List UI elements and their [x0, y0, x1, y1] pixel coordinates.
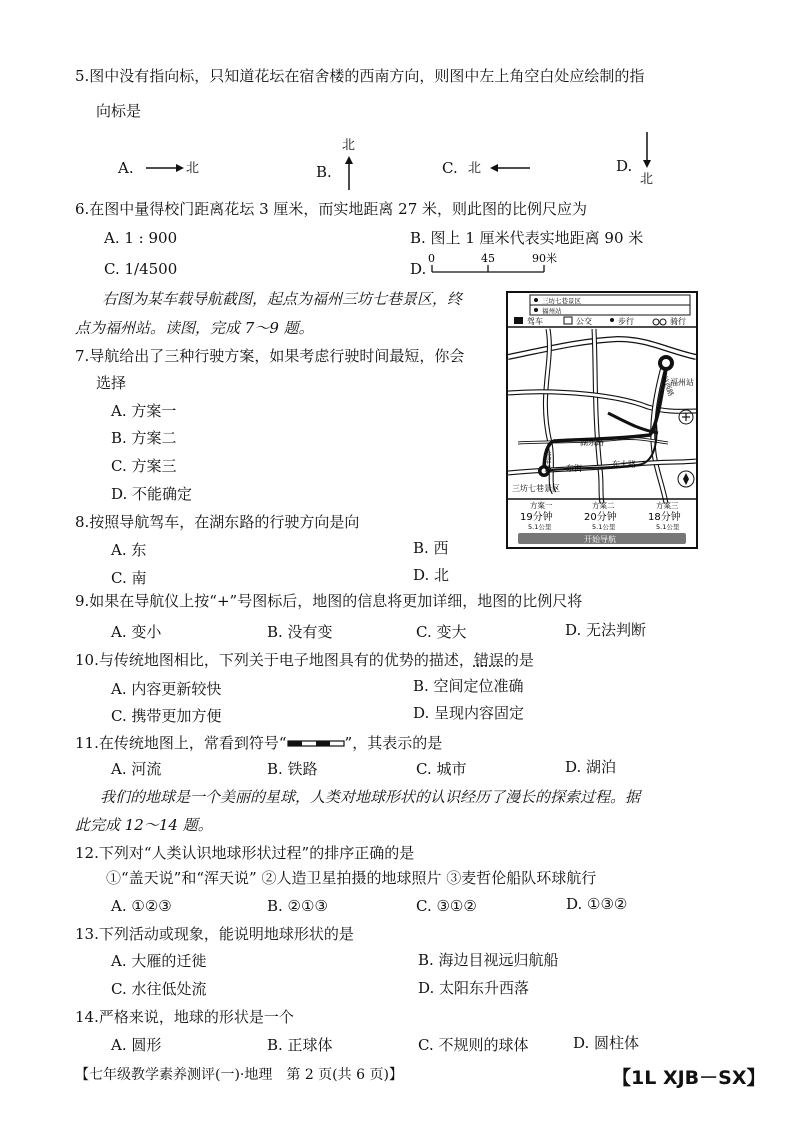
q10-option-d[interactable]: D. 呈现内容固定	[413, 704, 525, 722]
road-hudong: 湖东路	[580, 438, 604, 447]
q6-option-b[interactable]: B. 图上 1 厘米代表实地距离 90 米	[410, 229, 644, 247]
navigation-map	[506, 291, 698, 549]
q13-stem: 13.下列活动或现象，能说明地球形状的是	[75, 925, 354, 943]
q8-option-c[interactable]: C. 南	[111, 569, 147, 587]
mode-drive: 驾车	[527, 317, 543, 326]
end-dot-icon	[534, 308, 538, 312]
plan1-name: 方案一	[530, 501, 553, 510]
q14-option-a[interactable]: A. 圆形	[111, 1036, 162, 1054]
q7-option-b[interactable]: B. 方案二	[111, 429, 177, 447]
bus-icon	[564, 317, 572, 324]
plan2-time: 20分钟	[584, 512, 617, 523]
q5-option-c-label: C.	[442, 159, 458, 177]
q7-stem-line2: 选择	[96, 374, 127, 392]
q12-stem: 12.下列对“人类认识地球形状过程”的排序正确的是	[75, 844, 415, 862]
bike-icon	[653, 319, 659, 325]
footer-code: 【1L XJB－SX】	[612, 1067, 766, 1089]
station-label: 福州站	[670, 378, 694, 387]
q14-option-d[interactable]: D. 圆柱体	[573, 1034, 640, 1052]
scale-tick-45: 45	[481, 252, 495, 265]
q13-option-c[interactable]: C. 水往低处流	[111, 980, 207, 998]
start-label: 三坊七巷景区	[512, 484, 560, 493]
q10-option-b[interactable]: B. 空间定位准确	[413, 677, 524, 695]
scale-bar	[424, 250, 564, 278]
plan2-name: 方案二	[592, 501, 615, 510]
q14-option-b[interactable]: B. 正球体	[267, 1036, 333, 1054]
q10-stem	[75, 650, 534, 670]
road-dongjie: 东街	[566, 464, 582, 473]
q6-stem: 6.在图中量得校门距离花坛 3 厘米，而实地距离 27 米，则此图的比例尺应为	[75, 200, 588, 218]
q12-items: ①“盖天说”和“浑天说” ②人造卫星拍摄的地球照片 ③麦哲伦船队环球航行	[106, 869, 597, 887]
start-navigation-label: 开始导航	[584, 535, 616, 544]
arrow-west-icon	[488, 158, 548, 178]
arrow-north-icon	[342, 156, 356, 190]
q14-option-c[interactable]: C. 不规则的球体	[418, 1036, 529, 1054]
car-icon	[514, 317, 523, 324]
q10-stem-part3: 的是	[503, 651, 534, 669]
plan2-dist: 5.1公里	[592, 523, 616, 531]
q7-option-d[interactable]: D. 不能确定	[111, 485, 193, 503]
intro-12-14-line1: 我们的地球是一个美丽的星球，人类对地球形状的认识经历了漫长的探索过程。据	[100, 788, 641, 806]
q11-stem	[75, 733, 442, 753]
q11-option-a[interactable]: A. 河流	[111, 760, 162, 778]
plan3-time: 18分钟	[648, 512, 681, 523]
q8-option-a[interactable]: A. 东	[111, 541, 147, 559]
q6-option-a[interactable]: A. 1 : 900	[104, 229, 178, 247]
q5-stem-line2: 向标是	[96, 102, 142, 120]
intro-7-9-line1: 右图为某车载导航截图，起点为福州三坊七巷景区，终	[102, 290, 463, 308]
q10-option-c[interactable]: C. 携带更加方便	[111, 707, 222, 725]
q8-option-b[interactable]: B. 西	[413, 539, 449, 557]
q10-stem-emphasis: 错误	[473, 651, 504, 669]
walk-icon	[610, 318, 614, 322]
q13-option-b[interactable]: B. 海边目视远归航船	[418, 951, 559, 969]
q9-option-c[interactable]: C. 变大	[416, 623, 467, 641]
q11-option-c[interactable]: C. 城市	[416, 760, 467, 778]
q12-option-a[interactable]: A. ①②③	[111, 897, 172, 915]
q7-option-a[interactable]: A. 方案一	[111, 402, 177, 420]
q5-option-d-label: D.	[616, 157, 633, 175]
plan1-time: 19分钟	[520, 512, 553, 523]
scale-tick-90: 90米	[532, 252, 557, 265]
q11-stem-part2: ”，其表示的是	[344, 734, 443, 752]
footer-page-info: 【七年级教学素养测评(一)·地理 第 2 页(共 6 页)】	[75, 1067, 403, 1083]
mode-walk: 步行	[618, 317, 634, 326]
mode-bus: 公交	[576, 317, 592, 326]
q8-stem: 8.按照导航驾车，在湖东路的行驶方向是向	[75, 513, 360, 531]
scale-tick-0: 0	[428, 252, 435, 265]
intro-12-14-line2: 此完成 12～14 题。	[75, 816, 213, 834]
q11-option-d[interactable]: D. 湖泊	[565, 758, 617, 776]
intro-7-9-line2: 点为福州站。读图，完成 7～9 题。	[75, 319, 314, 337]
start-dot-icon	[534, 298, 538, 302]
nav-end-text: 福州站	[542, 307, 562, 315]
q11-option-b[interactable]: B. 铁路	[267, 760, 318, 778]
road-dongdalu: 东大路	[612, 460, 636, 469]
plan3-dist: 5.1公里	[656, 523, 680, 531]
q7-stem-line1: 7.导航给出了三种行驶方案，如果考虑行驶时间最短，你会	[75, 347, 465, 365]
plan3-name: 方案三	[656, 501, 679, 510]
arrow-south-icon	[640, 132, 654, 168]
road-zhanxi: 站西路	[660, 374, 675, 398]
q13-option-a[interactable]: A. 大雁的迁徙	[111, 952, 207, 970]
q5-option-a-north: 北	[186, 161, 200, 176]
q5-stem-line1: 5.图中没有指向标，只知道花坛在宿舍楼的西南方向，则图中左上角空白处应绘制的指	[75, 67, 645, 85]
plan1-dist: 5.1公里	[528, 523, 552, 531]
q12-option-c[interactable]: C. ③①②	[416, 897, 477, 915]
q13-option-d[interactable]: D. 太阳东升西落	[418, 979, 530, 997]
q12-option-d[interactable]: D. ①③②	[566, 895, 628, 913]
q6-option-d-label: D.	[410, 260, 427, 278]
q6-option-c[interactable]: C. 1/4500	[104, 260, 178, 278]
q9-stem: 9.如果在导航仪上按“+”号图标后，地图的信息将更加详细，地图的比例尺将	[75, 592, 583, 610]
q7-option-c[interactable]: C. 方案三	[111, 457, 177, 475]
q11-stem-part1: 11.在传统地图上，常看到符号“	[75, 734, 287, 752]
q5-option-b-label: B.	[316, 163, 332, 181]
q10-option-a[interactable]: A. 内容更新较快	[111, 680, 222, 698]
q5-option-a-label: A.	[118, 159, 134, 177]
q8-option-d[interactable]: D. 北	[413, 566, 450, 584]
q12-option-b[interactable]: B. ②①③	[267, 897, 328, 915]
railway-symbol-icon	[287, 738, 345, 750]
q14-stem: 14.严格来说，地球的形状是一个	[75, 1008, 294, 1026]
nav-start-text: 三坊七巷景区	[542, 297, 581, 305]
road-guping: 鼓屏路	[544, 451, 552, 472]
q10-stem-part1: 10.与传统地图相比，下列关于电子地图具有的优势的描述，	[75, 651, 474, 669]
q9-option-a[interactable]: A. 变小	[111, 623, 162, 641]
navigation-map-drawing	[508, 293, 696, 547]
q5-option-c-north: 北	[468, 161, 482, 176]
q5-option-b-north: 北	[342, 138, 356, 153]
q9-option-b[interactable]: B. 没有变	[267, 623, 333, 641]
q9-option-d[interactable]: D. 无法判断	[565, 621, 647, 639]
mode-bike: 骑行	[670, 317, 686, 326]
q5-option-d-north: 北	[640, 172, 654, 187]
